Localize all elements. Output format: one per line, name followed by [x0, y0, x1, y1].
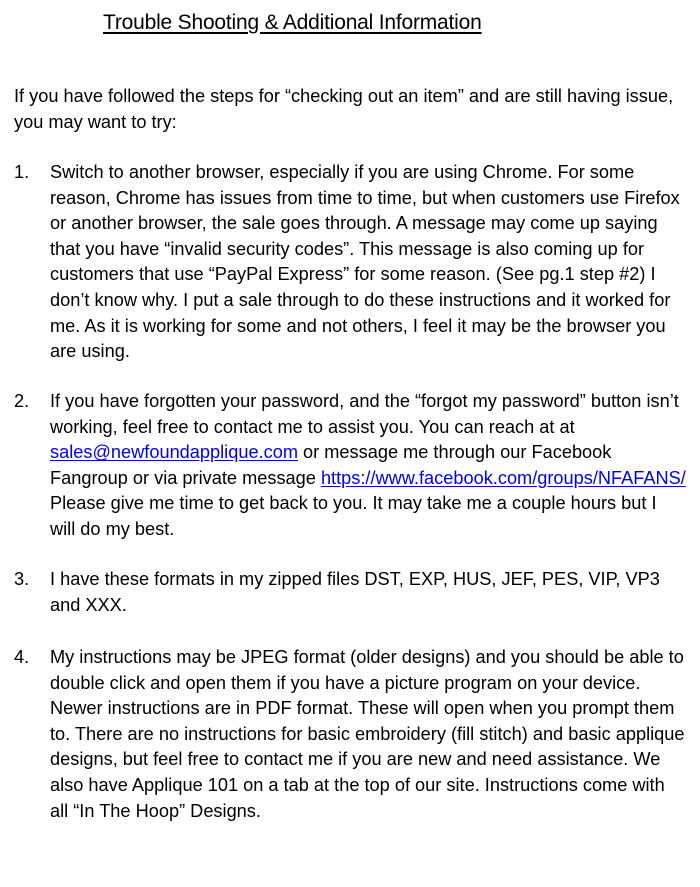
- item-text-segment: Please give me time to get back to you. It may take me a couple hours but I will do my best.: [50, 493, 657, 539]
- list-item-number: 3.: [14, 569, 30, 589]
- list-item-number: 1.: [14, 162, 30, 182]
- email-link[interactable]: sales@newfoundapplique.com: [50, 442, 298, 463]
- page-title: Trouble Shooting & Additional Information: [103, 11, 482, 34]
- facebook-group-link[interactable]: https://www.facebook.com/groups/NFAFANS/: [320, 467, 686, 488]
- list-item: [14, 645, 686, 824]
- list-item: [14, 160, 686, 365]
- intro-paragraph: If you have followed the steps for “checking out an item” and are still having issue, you may want to try:: [14, 86, 674, 132]
- list-item: [14, 389, 686, 543]
- list-item-text: My instructions may be JPEG format (older designs) and you should be able to double click and open them if you have a picture program on your device. Newer instructions are in PDF format. These will open when you prompt them to. There are no instructions for basic embroidery (fill stitch) and basic applique designs, but feel free to contact me if you are new and need assistance. We also have Applique 101 on a tab at the top of our site. Instructions come with all “In The Hoop” Designs.: [50, 647, 685, 821]
- item-text-segment: If you have forgotten your password, and the “forgot my password” button isn’t working, feel free to contact me to assist you. You can reach at at: [50, 391, 679, 437]
- list-item-number: 2.: [14, 391, 30, 411]
- item-text-segment: or message me through our Facebook Fangroup or via private message: [50, 442, 612, 488]
- list-item-text: Switch to another browser, especially if you are using Chrome. For some reason, Chrome has issues from time to time, but when customers use Firefox or another browser, the sale goes through. A message may come up saying that you have “invalid security codes”. This message is also coming up for customers that use “PayPal Express” for some reason. (See pg.1 step #2) I don’t know why. I put a sale through to do these instructions and it worked for me. As it is working for some and not others, I feel it may be the browser you are using.: [50, 162, 680, 362]
- list-item-text: [50, 389, 686, 543]
- list-item-number: 4.: [14, 647, 30, 667]
- list-item: [14, 567, 686, 618]
- list-item-text: I have these formats in my zipped files DST, EXP, HUS, JEF, PES, VIP, VP3 and XXX.: [50, 569, 660, 615]
